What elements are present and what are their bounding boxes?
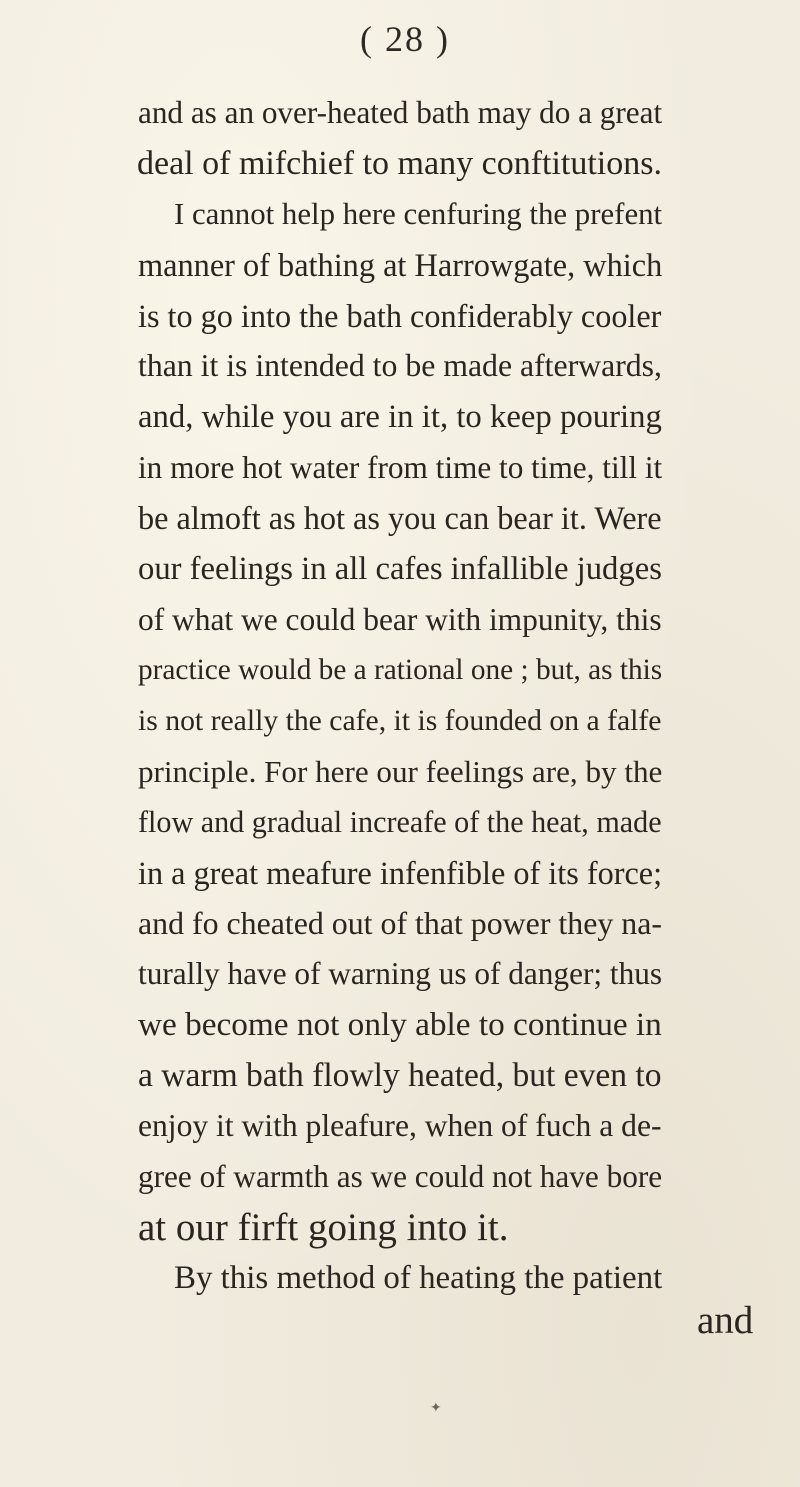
text-line: at our firft going into it. — [138, 1206, 509, 1249]
text-line: we become not only able to continue in — [138, 1006, 662, 1043]
text-line: manner of bathing at Harrowgate, which — [138, 247, 663, 283]
text-line: enjoy it with pleafure, when of fuch a de- — [138, 1108, 662, 1143]
text-line: than it is intended to be made afterwards, — [138, 348, 662, 383]
catchword: and — [697, 1299, 754, 1342]
text-line: our feelings in all cafes infallible judges — [138, 551, 662, 587]
text-line: in more hot water from time to time, till it — [138, 450, 663, 485]
text-line: and, while you are in it, to keep pouring — [138, 399, 662, 435]
text-line: be almoft as hot as you can bear it. Were — [138, 500, 662, 536]
text-line: is to go into the bath confiderably cooler — [138, 298, 662, 334]
text-line: a warm bath flowly heated, but even to — [138, 1057, 662, 1094]
text-line: of what we could bear with impunity, this — [138, 602, 662, 637]
page-number: ( 28 ) — [360, 19, 450, 59]
text-line: flow and gradual increafe of the heat, made — [138, 805, 662, 839]
text-line: and fo cheated out of that power they na- — [138, 906, 662, 941]
text-line: deal of mifchief to many conftitutions. — [137, 145, 662, 182]
text-line: By this method of heating the patient — [174, 1260, 663, 1296]
text-line: practice would be a rational one ; but, as this — [138, 654, 663, 686]
text-line: principle. For here our feelings are, by the — [138, 754, 663, 789]
text-line: turally have of warning us of danger; thus — [138, 956, 663, 991]
text-line: I cannot help here cenfuring the prefent — [174, 197, 663, 231]
text-line: is not really the cafe, it is founded on a falfe — [138, 705, 662, 737]
text-line: in a great meafure infenfible of its force; — [138, 855, 663, 891]
text-line: and as an over-heated bath may do a great — [138, 95, 663, 130]
text-line: gree of warmth as we could not have bore — [138, 1159, 663, 1194]
paper-speck: ✦ — [430, 1401, 442, 1416]
